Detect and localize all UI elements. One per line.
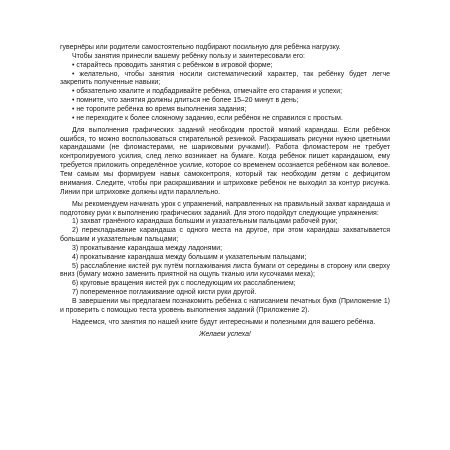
tip-item: • не торопите ребёнка во время выполнения задания;	[72, 105, 247, 113]
paragraph-pencil: Для выполнения графических заданий необходим простой мягкий карандаш. Если ребёнок ошибся, то можно воспользоваться стирательной резинкой. Раскрашивать рисунки нужно цветными карандашами (не фломастерами, не шариковыми ручками!). Работа фломастером не требует контролируемого усилия, след легко возникает на бумаге. Когда ребёнок пишет карандашом, ему требуется приложить определённое усилие, которое со временем осознается ребёнком как волевое. Тем самым мы формируем навык самоконтроля, который так необходим детям с дефицитом внимания. Следите, чтобы при раскрашивании и штриховке ребёнок не выходил за контур рисунка. Линии при штриховке должны идти параллельно.	[60, 126, 390, 196]
exercise-item: 4) прокатывание карандаша между большим и указательным пальцами;	[72, 253, 307, 261]
tip-item: • помните, что занятия должны длиться не более 15–20 минут в день;	[72, 97, 299, 105]
paragraph-appendix: В завершении мы предлагаем познакомить ребёнка с написанием печатных букв (Приложение 1) и проверить с помощью теста уровень выполнения заданий (Приложение 2).	[60, 298, 390, 314]
paragraph-hope: Надеемся, что занятия по нашей книге будут интересными и полезными для вашего ребёнка.	[72, 318, 376, 326]
tip-item: • старайтесь проводить занятия с ребёнком в игровой форме;	[72, 61, 273, 69]
paragraph-exercises-intro: Мы рекомендуем начинать урок с упражнений, направленных на правильный захват карандаша и подготовку руки к выполнению графических заданий. Для этого подойдут следующие упражнения:	[60, 200, 390, 217]
paragraph-intro-continuation: гувернёры или родители самостоятельно подбирают посильную для ребёнка нагрузку.	[60, 44, 341, 51]
exercise-item: 6) круговые вращения кистей рук с последующим их расслаблением;	[72, 280, 296, 288]
exercise-item: 2) перекладывание карандаша с одного места на другое, при этом карандаш захватывается большим и указательным пальцами;	[60, 227, 390, 244]
closing-wish: Желаем успеха!	[199, 330, 251, 338]
exercise-item: 7) попеременное поглаживание одной кисти руки другой.	[72, 289, 257, 297]
exercise-item: 1) захват гранёного карандаша большим и указательным пальцами рабочей руки;	[72, 218, 338, 226]
exercise-item: 3) прокатывание карандаша между ладонями;	[72, 244, 223, 252]
paragraph-tips-intro: Чтобы занятия принесли вашему ребёнку пользу и заинтересовали его:	[72, 52, 305, 60]
exercise-item: 5) расслабление кистей рук путём поглаживания листа бумаги от середины в сторону или сверху вниз (бумагу можно заменить приятной на ощупь тканью или кусочками меха);	[60, 262, 390, 279]
tip-item: • обязательно хвалите и подбадривайте ребёнка, отмечайте его старания и успехи;	[72, 88, 343, 96]
tip-item: • не переходите к более сложному заданию, если ребёнок не справился с простым.	[72, 114, 343, 122]
tip-item: • желательно, чтобы занятия носили систематический характер, так ребёнку будет легче закрепить полученные навыки;	[60, 70, 390, 87]
